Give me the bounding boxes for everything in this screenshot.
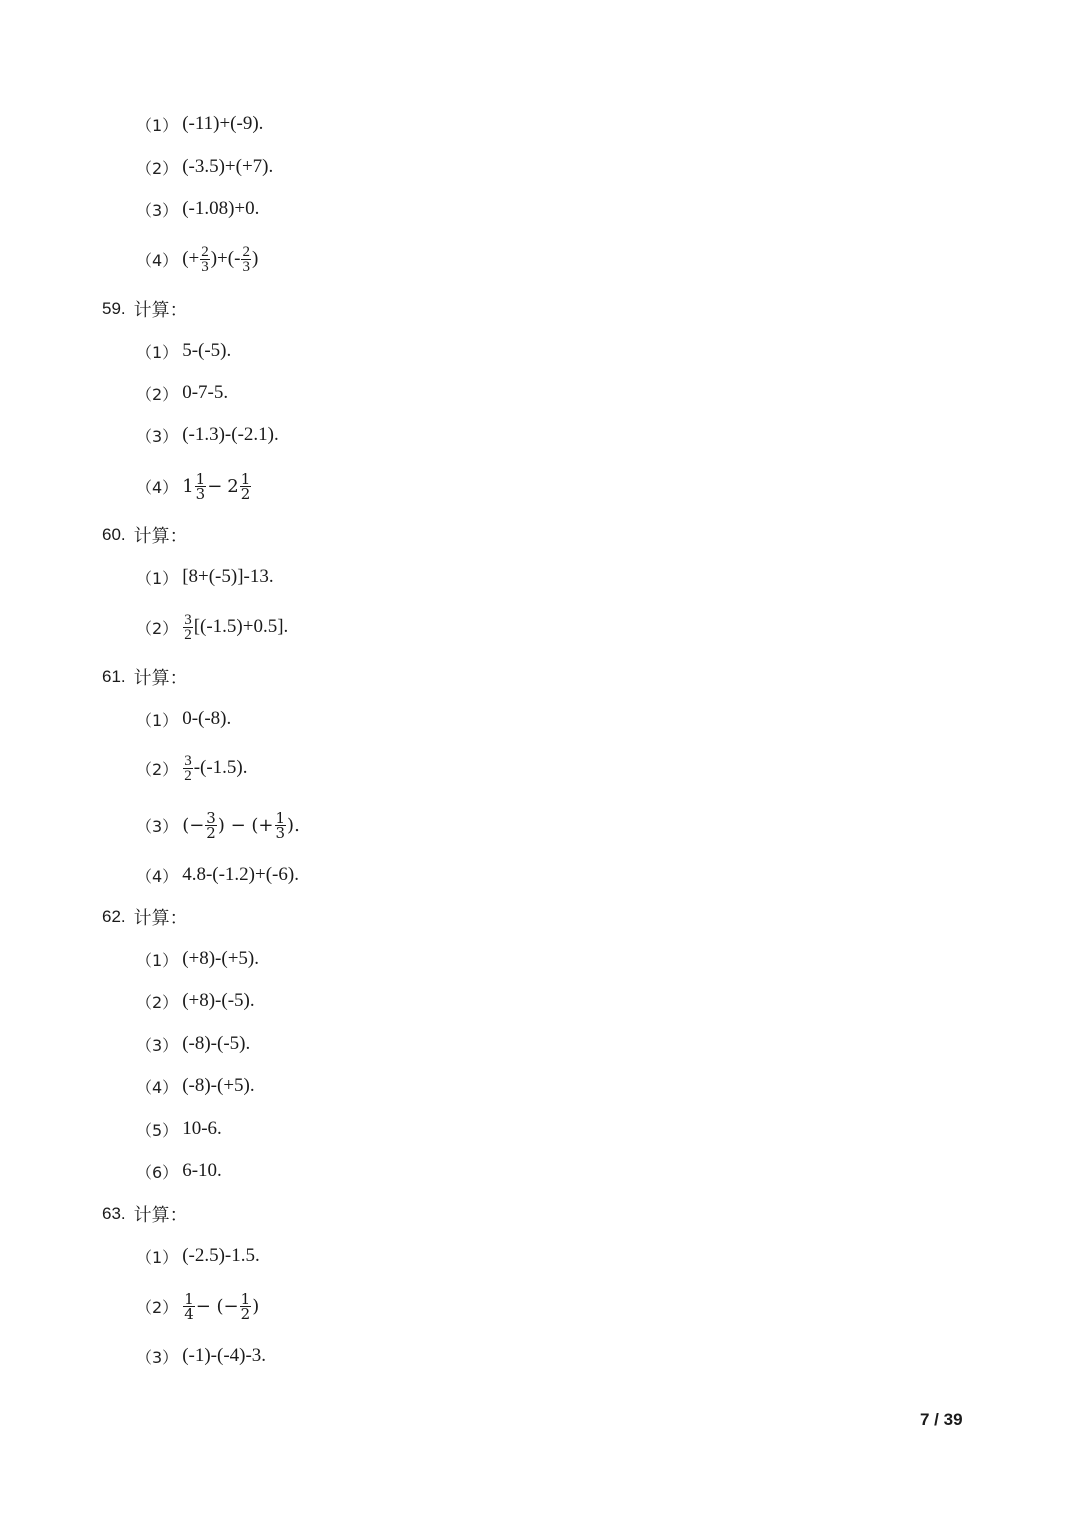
fraction-numerator: 2 <box>201 243 209 260</box>
mixed-whole: 1 <box>182 475 194 497</box>
fraction-numerator: 1 <box>184 1289 194 1308</box>
item-index: （1） <box>136 342 179 362</box>
expr-part: (− <box>182 814 205 836</box>
item-index: （4） <box>136 250 179 270</box>
fraction-numerator: 1 <box>240 1289 251 1308</box>
fraction <box>240 1289 252 1323</box>
item-expression: [8+(-5)]-13. <box>182 566 274 587</box>
item-expression: 5-(-5). <box>182 340 232 361</box>
item-expression: (+8)-(-5). <box>182 990 255 1011</box>
q63-item-2 <box>136 1284 259 1328</box>
expr-part: − (− <box>195 1295 239 1317</box>
question-number: 60. <box>102 525 126 544</box>
item-expression: 0-(-8). <box>182 708 232 729</box>
fraction <box>200 245 210 274</box>
fraction <box>275 808 287 842</box>
mixed-whole: 2 <box>227 475 239 497</box>
fraction <box>183 754 193 783</box>
item-expression: (-3.5)+(+7). <box>182 156 274 177</box>
fraction <box>183 613 193 642</box>
item-index: （3） <box>136 1347 179 1367</box>
item-expression: (-1)-(-4)-3. <box>182 1345 267 1366</box>
fraction-numerator: 1 <box>275 808 286 827</box>
item-expression: (+8)-(+5). <box>182 948 260 969</box>
expr-part: ) <box>251 248 259 269</box>
item-index: （2） <box>136 384 179 404</box>
item-expression: (-2.5)-1.5. <box>182 1245 260 1266</box>
item-index: （5） <box>136 1120 179 1140</box>
item-index: （6） <box>136 1162 179 1182</box>
item-expression: (-1.3)-(-2.1). <box>182 424 279 445</box>
item-index: （3） <box>136 200 179 220</box>
item-index: （4） <box>136 477 179 497</box>
item-expression: (-8)-(-5). <box>182 1033 251 1054</box>
q58-item-4 <box>136 237 258 281</box>
fraction-numerator: 3 <box>184 611 192 628</box>
question-61-heading <box>102 655 188 699</box>
q63-item-1 <box>136 1234 260 1278</box>
question-59-heading <box>102 287 188 331</box>
fraction-denominator: 3 <box>242 258 250 275</box>
q60-item-2 <box>136 605 288 649</box>
q60-item-1 <box>136 555 274 599</box>
fraction-denominator: 2 <box>240 484 251 503</box>
q59-item-3 <box>136 413 279 457</box>
expr-part: ) − (+ <box>217 814 274 836</box>
question-62-heading <box>102 895 188 939</box>
q63-item-3 <box>136 1334 266 1378</box>
q59-item-2 <box>136 371 228 415</box>
item-index: （3） <box>136 1035 179 1055</box>
item-index: （2） <box>136 992 179 1012</box>
item-index: （4） <box>136 1077 179 1097</box>
question-63-heading <box>102 1192 188 1236</box>
fraction-numerator: 3 <box>206 808 216 827</box>
item-expression: 4.8-(-1.2)+(-6). <box>182 864 299 885</box>
q59-item-4 <box>136 464 252 508</box>
fraction-denominator: 3 <box>195 484 206 503</box>
q58-item-1 <box>136 102 263 146</box>
item-index: （4） <box>136 866 179 886</box>
fraction-denominator: 2 <box>206 823 216 842</box>
expr-part: ) <box>252 1295 260 1317</box>
question-title: 计算： <box>133 1205 188 1226</box>
operator: − <box>207 475 223 497</box>
fraction <box>241 245 251 274</box>
question-title: 计算： <box>133 908 188 929</box>
item-index: （2） <box>136 1297 179 1317</box>
expr-part: ). <box>287 814 300 836</box>
question-number: 61. <box>102 667 126 686</box>
fraction-denominator: 3 <box>201 258 209 275</box>
item-expression: 10-6. <box>182 1118 222 1139</box>
question-title: 计算： <box>133 526 188 547</box>
item-index: （3） <box>136 816 179 836</box>
q61-item-2 <box>136 746 248 790</box>
expr-part: )+(- <box>210 248 241 269</box>
q62-item-4 <box>136 1064 255 1108</box>
fraction <box>240 469 252 503</box>
item-expression: (-11)+(-9). <box>182 113 264 134</box>
fraction-numerator: 1 <box>240 469 251 488</box>
q62-item-5 <box>136 1107 222 1151</box>
fraction-denominator: 4 <box>184 1304 194 1323</box>
question-title: 计算： <box>133 300 188 321</box>
fraction <box>205 808 217 842</box>
q62-item-2 <box>136 979 255 1023</box>
expr-part: -(-1.5). <box>193 757 248 778</box>
item-index: （1） <box>136 568 179 588</box>
q58-item-2 <box>136 145 273 189</box>
fraction-denominator: 3 <box>275 823 286 842</box>
q62-item-1 <box>136 937 259 981</box>
question-title: 计算： <box>133 668 188 689</box>
fraction-denominator: 2 <box>184 767 192 784</box>
expr-part: [(-1.5)+0.5]. <box>193 616 289 637</box>
q61-item-1 <box>136 697 231 741</box>
q62-item-3 <box>136 1022 250 1066</box>
item-expression: 6-10. <box>182 1160 222 1181</box>
question-number: 63. <box>102 1204 126 1223</box>
item-index: （1） <box>136 115 179 135</box>
fraction <box>195 469 207 503</box>
item-index: （2） <box>136 618 179 638</box>
question-60-heading <box>102 513 188 557</box>
question-number: 59. <box>102 299 126 318</box>
q59-item-1 <box>136 329 231 373</box>
item-index: （3） <box>136 426 179 446</box>
fraction-denominator: 2 <box>184 626 192 643</box>
fraction-numerator: 2 <box>242 243 250 260</box>
item-index: （1） <box>136 1247 179 1267</box>
fraction-denominator: 2 <box>240 1304 251 1323</box>
expr-part: (+ <box>182 248 200 269</box>
item-index: （1） <box>136 950 179 970</box>
item-expression: 0-7-5. <box>182 382 229 403</box>
page-number: 7 / 39 <box>920 1410 963 1429</box>
item-expression: (-8)-(+5). <box>182 1075 255 1096</box>
item-expression: (-1.08)+0. <box>182 198 260 219</box>
item-index: （2） <box>136 158 179 178</box>
fraction-numerator: 3 <box>184 752 192 769</box>
item-index: （1） <box>136 710 179 730</box>
item-index: （2） <box>136 759 179 779</box>
question-number: 62. <box>102 907 126 926</box>
fraction-numerator: 1 <box>195 469 206 488</box>
q62-item-6 <box>136 1149 222 1193</box>
fraction <box>183 1289 195 1323</box>
q61-item-4 <box>136 853 299 897</box>
q58-item-3 <box>136 187 259 231</box>
q61-item-3 <box>136 803 300 847</box>
